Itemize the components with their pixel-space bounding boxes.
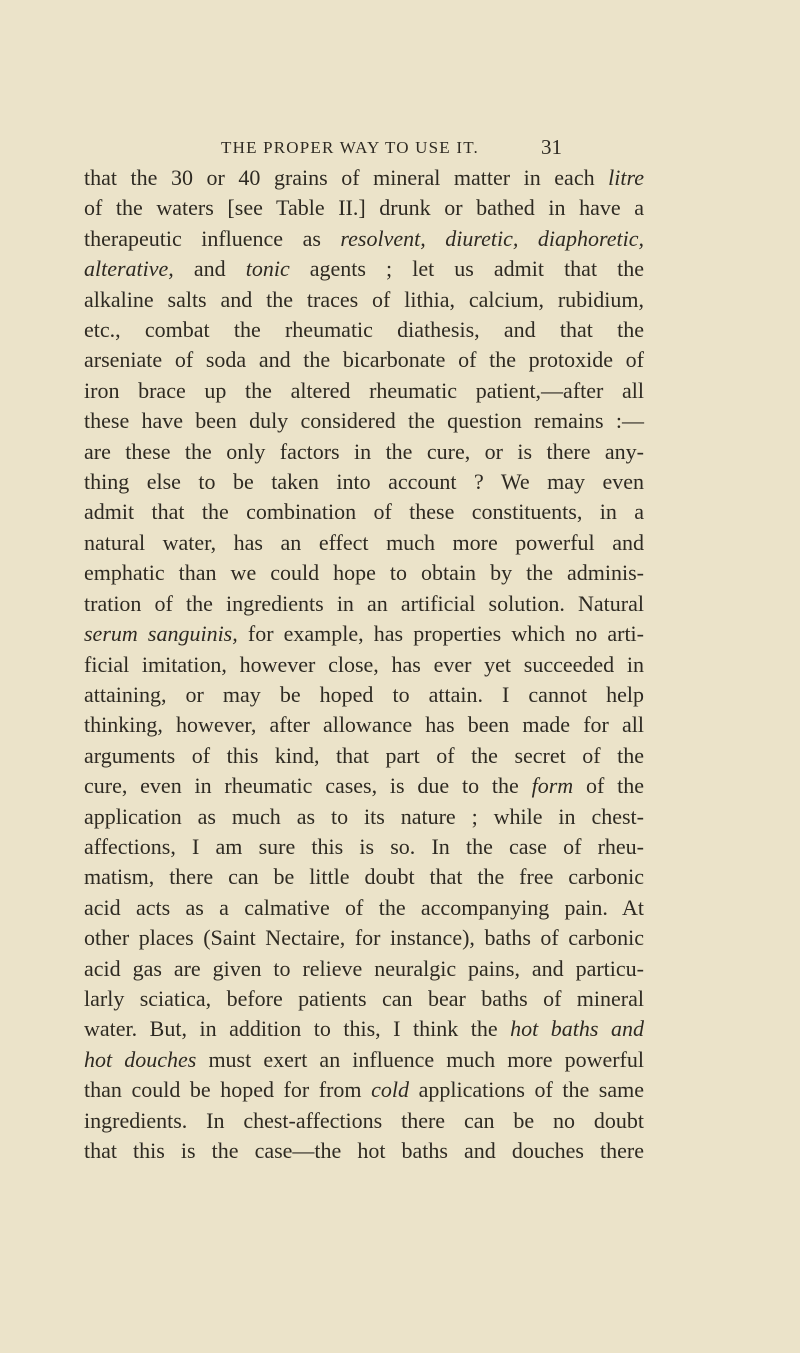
text-line [84,224,644,254]
text-line [84,710,644,740]
text-run: other places (Saint Nectaire, for instance), baths of carbonic [84,925,644,951]
text-line [84,589,644,619]
text-line [84,285,644,315]
text-line [84,862,644,892]
italic-text: cold [371,1077,410,1103]
italic-text: tonic [245,256,290,282]
text-run: of the waters [see Table II.] drunk or bathed in have a [84,195,644,221]
text-run: thing else to be taken into account ? We may even [84,469,644,495]
text-line [84,619,644,649]
text-run: affections, I am sure this is so. In the case of rheu- [84,833,644,859]
text-run: and [173,256,246,282]
text-run: cure, even in rheumatic cases, is due to the [84,773,532,799]
text-run: thinking, however, after allowance has been made for all [84,712,644,738]
text-line [84,1045,644,1075]
text-run: agents ; let us admit that the [289,256,645,282]
page-number: 31 [541,135,562,159]
text-run: natural water, has an effect much more powerful and [84,529,644,555]
text-line [84,802,644,832]
text-line [84,954,644,984]
text-line [84,1014,644,1044]
text-line [84,437,644,467]
text-line [84,771,644,801]
text-line [84,315,644,345]
text-line [84,984,644,1014]
text-run: therapeutic influence as [84,225,341,251]
text-run: ingredients. In chest-affections there can be no doubt [84,1107,644,1133]
text-line [84,1075,644,1105]
text-line [84,558,644,588]
text-run: for example, has properties which no arti- [237,621,644,647]
text-run: acid gas are given to relieve neuralgic pains, and particu- [84,955,644,981]
text-run: of the [573,773,644,799]
italic-text: alterative, [84,256,174,282]
body-paragraph [84,163,644,1166]
text-line [84,893,644,923]
text-run: ficial imitation, however close, has ever yet succeeded in [84,651,644,677]
text-line [84,497,644,527]
text-run: are these the only factors in the cure, or is there any- [84,438,644,464]
text-run: these have been duly considered the question remains :— [84,408,644,434]
text-line [84,923,644,953]
text-run: alkaline salts and the traces of lithia, calcium, rubidium, [84,286,644,312]
text-line [84,832,644,862]
text-run: must exert an influence much more powerful [196,1046,644,1072]
italic-text: resolvent, diuretic, diaphoretic, [340,225,644,251]
text-line [84,467,644,497]
italic-text: hot baths and [510,1016,645,1042]
italic-text: form [531,773,574,799]
text-run: that the 30 or 40 grains of mineral matter in each [84,165,609,190]
italic-text: hot douches [84,1046,197,1072]
text-line [84,650,644,680]
running-title: THE PROPER WAY TO USE IT. [221,138,479,157]
text-run: applications of the same [409,1077,645,1103]
text-line [84,376,644,406]
text-line [84,193,644,223]
italic-text: litre [608,165,644,190]
text-run: emphatic than we could hope to obtain by the adminis- [84,560,644,586]
text-run: attaining, or may be hoped to attain. I cannot help [84,681,644,707]
text-run: iron brace up the altered rheumatic patient,—after all [84,377,644,403]
text-line [84,406,644,436]
text-line [84,345,644,375]
text-run: that this is the case—the hot baths and douches there [84,1138,644,1163]
italic-text: serum sanguinis, [84,621,238,647]
text-line [84,528,644,558]
text-run: application as much as to its nature ; while in chest- [84,803,644,829]
text-run: arguments of this kind, that part of the secret of the [84,742,644,768]
text-line [84,741,644,771]
text-run: than could be hoped for from [84,1077,372,1103]
text-run: acid acts as a calmative of the accompanying pain. At [84,894,644,920]
text-line [84,163,644,193]
text-run: etc., combat the rheumatic diathesis, and that the [84,317,644,343]
text-run: arseniate of soda and the bicarbonate of the protoxide of [84,347,644,373]
text-run: tration of the ingredients in an artificial solution. Natural [84,590,644,616]
text-run: admit that the combination of these constituents, in a [84,499,644,525]
text-run: matism, there can be little doubt that the free carbonic [84,864,644,890]
text-line [84,680,644,710]
text-line [84,254,644,284]
text-run: water. But, in addition to this, I think the [84,1016,511,1042]
text-run: larly sciatica, before patients can bear baths of mineral [84,985,644,1011]
text-line [84,1136,644,1166]
text-line [84,1106,644,1136]
